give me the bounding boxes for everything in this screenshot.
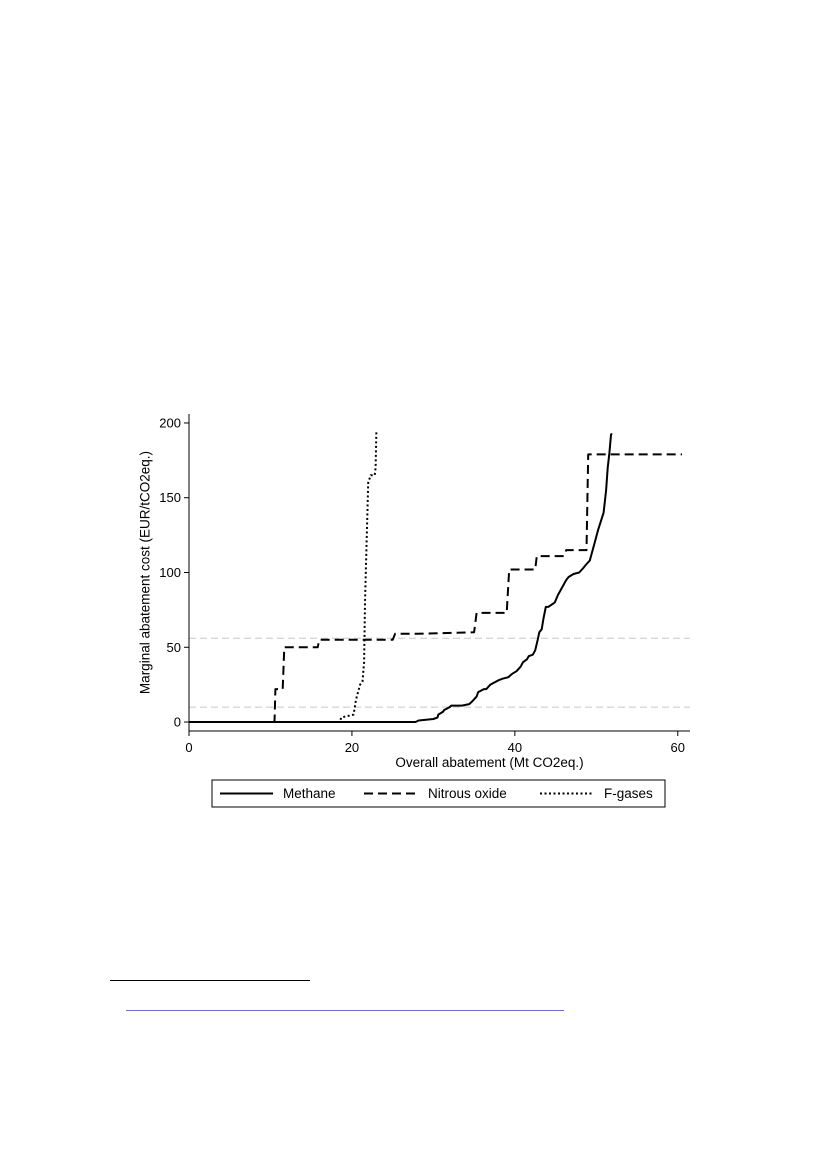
series-f-gases <box>189 430 376 722</box>
y-tick-label: 100 <box>159 565 181 580</box>
x-axis-title: Overall abatement (Mt CO2eq.) <box>395 755 584 770</box>
legend-label-f-gases: F-gases <box>604 786 653 801</box>
series-nitrous-oxide <box>189 454 682 722</box>
y-axis-title: Marginal abatement cost (EUR/tCO2eq.) <box>137 450 153 695</box>
y-tick-label: 0 <box>173 714 181 730</box>
series-methane <box>189 433 612 722</box>
footnote-link-underline <box>126 1010 564 1011</box>
x-tick-label: 20 <box>344 740 360 755</box>
footnote-separator <box>110 980 310 981</box>
y-tick-label: 150 <box>159 490 181 506</box>
x-tick-label: 60 <box>670 740 686 755</box>
y-tick-label: 50 <box>166 639 181 655</box>
x-axis <box>185 731 690 755</box>
y-tick-label: 200 <box>159 415 181 431</box>
legend-label-methane: Methane <box>283 786 336 801</box>
x-tick-label: 0 <box>185 740 193 755</box>
y-axis <box>159 414 189 731</box>
legend <box>212 780 665 807</box>
x-tick-label: 40 <box>507 740 523 755</box>
legend-label-nitrous-oxide: Nitrous oxide <box>428 786 507 801</box>
series-layer <box>189 430 682 722</box>
reference-lines <box>189 638 690 707</box>
